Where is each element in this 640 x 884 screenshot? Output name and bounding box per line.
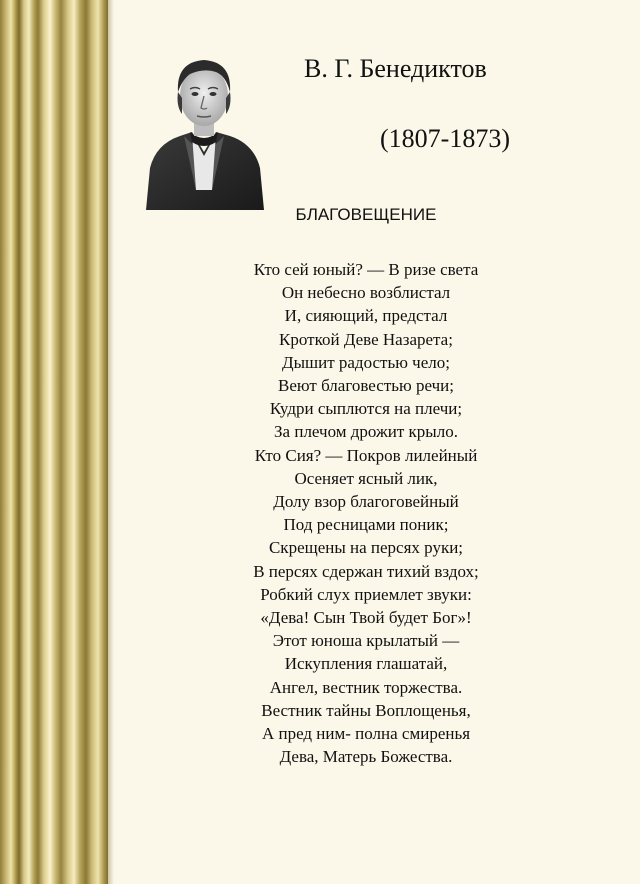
decorative-gold-column xyxy=(0,0,108,884)
poem-line: Кто Сия? — Покров лилейный xyxy=(254,445,478,465)
poem-line: Кроткой Деве Назарета; xyxy=(279,329,453,349)
poem-line: Скрещены на персях руки; xyxy=(268,538,464,558)
poem-line: Кудри сыплются на плечи; xyxy=(269,399,463,419)
author-years: (1807-1873) xyxy=(380,124,510,153)
poem-line: «Дева! Сын Твой будет Бог»! xyxy=(260,608,472,628)
author-portrait xyxy=(140,40,268,210)
poem-line: За плечом дрожит крыло. xyxy=(274,422,458,442)
poem-line: В персях сдержан тихий вздох; xyxy=(253,561,479,581)
author-name: В. Г. Бенедиктов xyxy=(304,54,487,83)
poem-title: БЛАГОВЕЩЕНИЕ xyxy=(295,205,437,224)
poem-line: Искупления глашатай, xyxy=(284,654,448,674)
poem-line: Вестник тайны Воплощенья, xyxy=(261,700,471,720)
column-shadow xyxy=(108,0,114,884)
poem-line: Долу взор благоговейный xyxy=(273,492,459,512)
poem-text xyxy=(200,258,532,768)
poem-line: Робкий слух приемлет звуки: xyxy=(260,584,472,604)
poem-line: Осеняет ясный лик, xyxy=(294,468,438,488)
poem-line: Он небесно возблистал xyxy=(281,283,451,303)
poem-line: Дева, Матерь Божества. xyxy=(279,747,453,767)
poem-line: И, сияющий, предстал xyxy=(284,306,448,326)
poem-line: Ангел, вестник торжества. xyxy=(269,677,463,697)
poem-line: Под ресницами поник; xyxy=(283,515,449,535)
poem-line: А пред ним- полна смиренья xyxy=(261,724,471,744)
poem-line: Дышит радостью чело; xyxy=(282,352,450,372)
poem-line: Этот юноша крылатый — xyxy=(272,631,460,651)
poem-line: Веют благовестью речи; xyxy=(278,376,454,396)
poem-line: Кто сей юный? — В ризе света xyxy=(253,260,479,279)
